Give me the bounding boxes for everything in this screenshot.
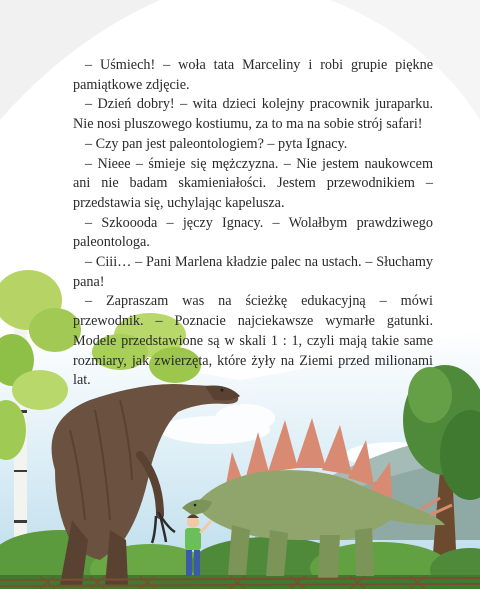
paragraph: – Nieee – śmieje się mężczyzna. – Nie jestem naukowcem ani nie badam skamieniałości. Jestem przewodnikiem – przedstawia się, uchylając kapelusza.: [73, 155, 433, 211]
paragraph: – Uśmiech! – woła tata Marceliny i robi grupie piękne pamiątkowe zdjęcie.: [73, 57, 433, 93]
paragraph: – Ciii… – Pani Marlena kładzie palec na ustach. – Słuchamy pana!: [73, 254, 433, 290]
paragraph: – Zapraszam was na ścieżkę edukacyjną – mówi przewodnik. – Poznacie najciekawsze wymarłe gatunki. Modele przedstawione są w skali 1 : 1, czyli mają takie same rozmiary, jak zwierzęta, które żyły na Ziemi przed milionami lat.: [73, 293, 433, 389]
story-text: [73, 56, 433, 391]
paragraph: – Szkoooda – jęczy Ignacy. – Wolałbym prawdziwego paleontologa.: [73, 214, 433, 251]
paragraph: – Dzień dobry! – wita dzieci kolejny pracownik juraparku. Nie nosi pluszowego kostiumu, za to ma na sobie strój safari!: [73, 96, 433, 133]
paragraph: – Czy pan jest paleontologiem? – pyta Ignacy.: [85, 135, 348, 152]
